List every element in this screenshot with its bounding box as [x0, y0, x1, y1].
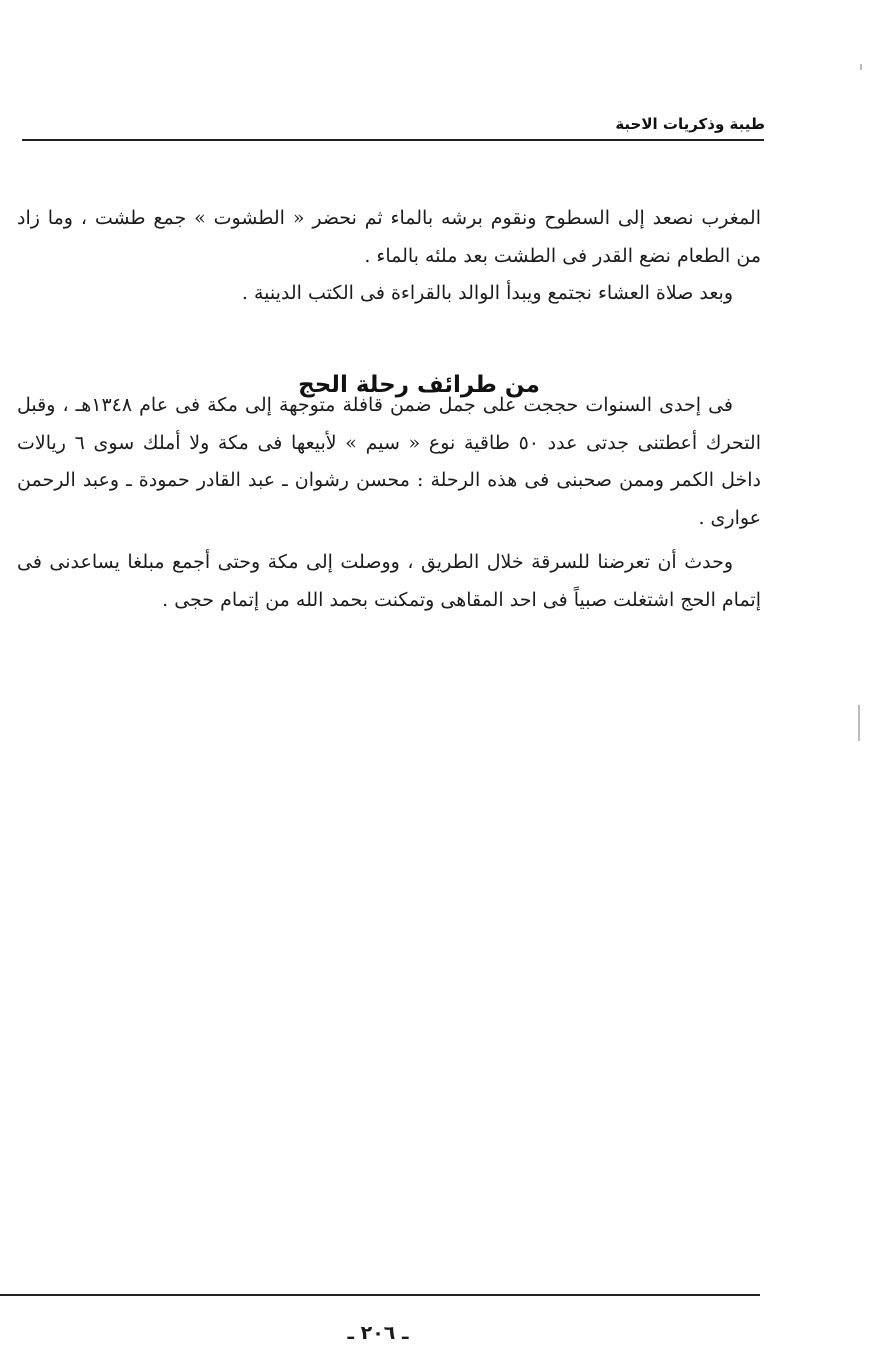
- hajj-text-block: [17, 387, 761, 537]
- hajj-paragraph: فى إحدى السنوات حججت على جمل ضمن قافلة متوجهة إلى مكة فى عام ١٣٤٨هـ ، وقبل التحرك أعطتنى جدتى عدد ٥٠ طاقية نوع « سيم » لأبيعها فى مكة ولا أملك سوى ٦ ريالات داخل الكمر وممن صحبنى فى هذه الرحلة : محسن رشوان ـ عبد القادر حمودة ـ وعبد الرحمن عوارى .: [17, 394, 761, 529]
- theft-paragraph: وحدث أن تعرضنا للسرقة خلال الطريق ، ووصلت إلى مكة وحتى أجمع مبلغا يساعدنى فى إتمام الحج اشتغلت صبياً فى احد المقاهى وتمكنت بحمد الله من إتمام حجى .: [17, 551, 761, 611]
- page-number: ـ ٢٠٦ ـ: [347, 1322, 409, 1344]
- section-heading: من طرائف رحلة الحج: [298, 372, 540, 399]
- running-header: طيبة وذكريات الاحبة: [615, 115, 765, 133]
- scan-speck: [858, 705, 860, 741]
- footer-rule: [0, 1294, 760, 1296]
- intro-paragraph-evening: وبعد صلاة العشاء نجتمع ويبدأ الوالد بالقراءة فى الكتب الدينية .: [241, 282, 733, 304]
- theft-text-block: [17, 544, 761, 619]
- intro-text-block: [17, 200, 761, 313]
- header-rule: [22, 139, 764, 141]
- intro-paragraph: المغرب نصعد إلى السطوح ونقوم برشه بالماء ثم نحضر « الطشوت » جمع طشت ، وما زاد من الطعام نضع القدر فى الطشت بعد ملئه بالماء .: [17, 207, 761, 267]
- scan-speck: [860, 64, 862, 70]
